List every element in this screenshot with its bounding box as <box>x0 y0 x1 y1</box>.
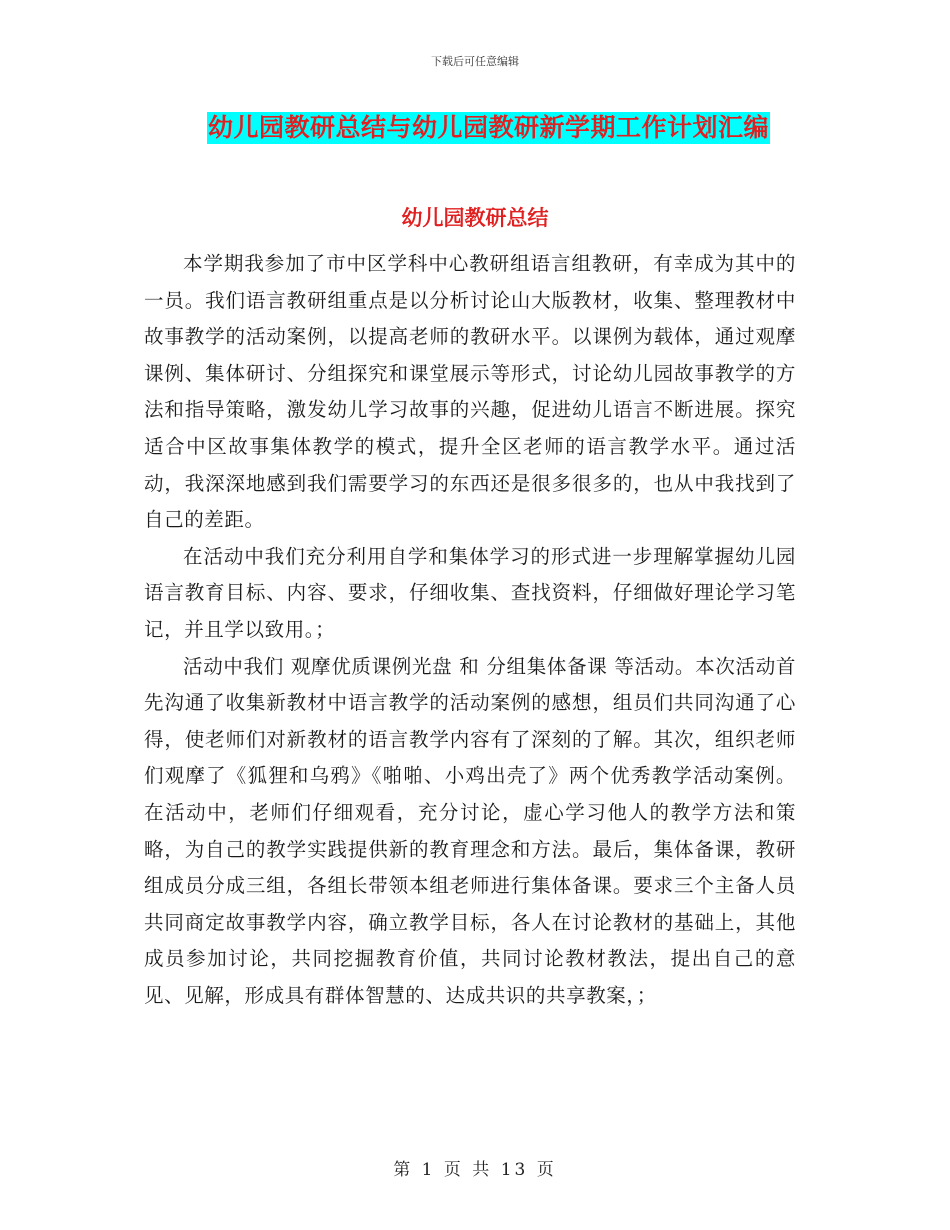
body-paragraph-3: 活动中我们 观摩优质课例光盘 和 分组集体备课 等活动。本次活动首先沟通了收集新教材中语言教学的活动案例的感想，组员们共同沟通了心得，使老师们对新教材的语言教学内容有了深刻的了解。其次，组织老师们观摩了《狐狸和乌鸦》《啪啪、小鸡出壳了》两个优秀教学活动案例。在活动中，老师们仔细观看，充分讨论，虚心学习他人的教学方法和策略，为自己的教学实践提供新的教育理念和方法。最后，集体备课，教研组成员分成三组，各组长带领本组老师进行集体备课。要求三个主备人员共同商定故事教学内容，确立教学目标，各人在讨论教材的基础上，其他成员参加讨论，共同挖掘教育价值，共同讨论教材教法，提出自己的意见、见解，形成具有群体智慧的、达成共识的共享教案，； <box>144 654 796 1007</box>
body-paragraph-2: 在活动中我们充分利用自学和集体学习的形式进一步理解掌握幼儿园语言教育目标、内容、要求，仔细收集、查找资料，仔细做好理论学习笔记，并且学以致用。； <box>144 544 796 641</box>
page-footer: 第 1 页 共 13 页 <box>393 1160 557 1180</box>
document-body <box>144 246 796 1014</box>
page-header-note: 下载后可任意编辑 <box>431 55 519 68</box>
body-paragraph-1: 本学期我参加了市中区学科中心教研组语言组教研，有幸成为其中的一员。我们语言教研组重点是以分析讨论山大版教材，收集、整理教材中故事教学的活动案例，以提高老师的教研水平。以课例为载体，通过观摩课例、集体研讨、分组探究和课堂展示等形式，讨论幼儿园故事教学的方法和指导策略，激发幼儿学习故事的兴趣，促进幼儿语言不断进展。探究适合中区故事集体教学的模式，提升全区老师的语言教学水平。通过活动，我深深地感到我们需要学习的东西还是很多很多的，也从中我找到了自己的差距。 <box>144 252 796 532</box>
section-title: 幼儿园教研总结 <box>401 206 549 230</box>
document-title: 幼儿园教研总结与幼儿园教研新学期工作计划汇编 <box>208 113 770 142</box>
